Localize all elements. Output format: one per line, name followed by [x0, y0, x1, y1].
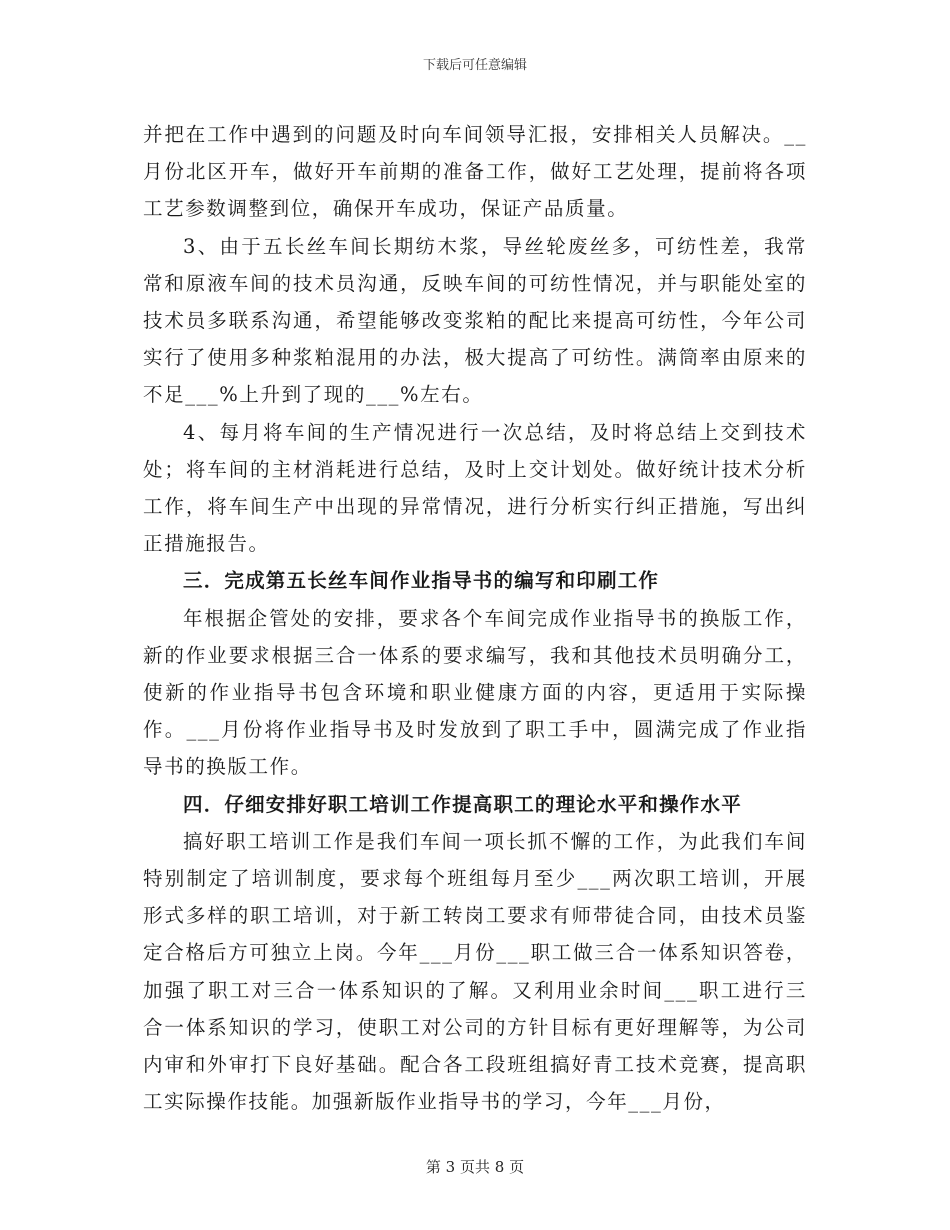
page-header-note: 下载后可任意编辑: [422, 58, 527, 73]
paragraph-section-4: 搞好职工培训工作是我们车间一项长抓不懈的工作，为此我们车间特别制定了培训制度，要求每个班组每月至少___两次职工培训，开展形式多样的职工培训，对于新工转岗工要求有师带徒合同，由技术员鉴定合格后方可独立上岗。今年___月份___职工做三合一体系知识答卷，加强了职工对三合一体系知识的了解。又利用业余时间___职工进行三合一体系知识的学习，使职工对公司的方针目标有更好理解等，为公司内审和外审打下良好基础。配合各工段班组搞好青工技术竞赛，提高职工实际操作技能。加强新版作业指导书的学习，今年___月份，: [143, 829, 807, 1114]
paragraph-continuation: 并把在工作中遇到的问题及时向车间领导汇报，安排相关人员解决。__月份北区开车，做好开车前期的准备工作，做好工艺处理，提前将各项工艺参数调整到位，确保开车成功，保证产品质量。: [143, 123, 807, 221]
document-body: [143, 116, 807, 1120]
paragraph-section-3: 年根据企管处的安排，要求各个车间完成作业指导书的换版工作，新的作业要求根据三合一体系的要求编写，我和其他技术员明确分工，使新的作业指导书包含环境和职业健康方面的内容，更适用于实际操作。___月份将作业指导书及时发放到了职工手中，圆满完成了作业指导书的换版工作。: [143, 606, 807, 779]
section-heading-4: 四．仔细安排好职工培训工作提高职工的理论水平和操作水平: [183, 792, 742, 816]
section-heading-3: 三．完成第五长丝车间作业指导书的编写和印刷工作: [183, 569, 660, 593]
page-number-footer: 第 3 页共 8 页: [425, 1158, 525, 1176]
paragraph-item-3: 3、由于五长丝车间长期纺木浆，导丝轮废丝多，可纺性差，我常常和原液车间的技术员沟通，反映车间的可纺性情况，并与职能处室的技术员多联系沟通，希望能够改变浆粕的配比来提高可纺性，今年公司实行了使用多种浆粕混用的办法，极大提高了可纺性。满筒率由原来的不足___%上升到了现的___%左右。: [143, 234, 807, 407]
paragraph-item-4: 4、每月将车间的生产情况进行一次总结，及时将总结上交到技术处；将车间的主材消耗进行总结，及时上交计划处。做好统计技术分析工作，将车间生产中出现的异常情况，进行分析实行纠正措施，写出纠正措施报告。: [143, 420, 807, 556]
